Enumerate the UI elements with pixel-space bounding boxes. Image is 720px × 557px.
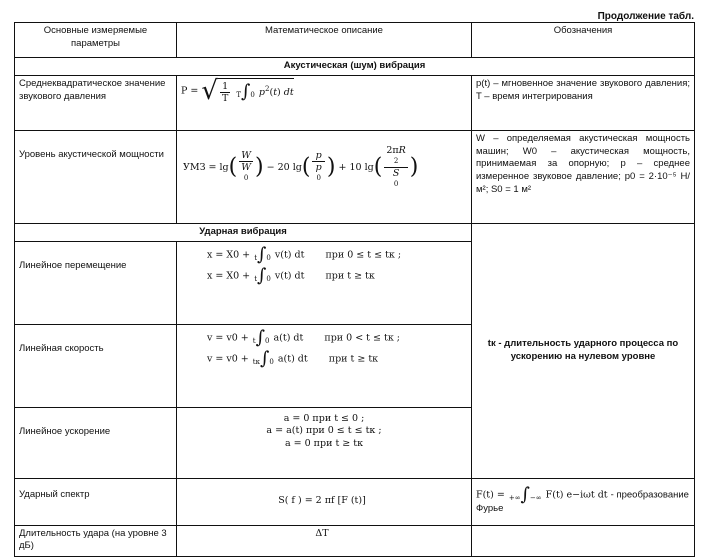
row-power-level — [15, 130, 695, 223]
header-notation: Обозначения — [472, 23, 695, 58]
notation-spectrum: F(t) = +∞∫−∞ F(t) e−iωt dt - преобразование Фурье — [472, 478, 695, 525]
param-power-level: Уровень акустической мощности — [15, 130, 177, 223]
formula-power-lhs: УМЗ = lg — [183, 161, 229, 173]
f1-int: v(t) dt — [274, 249, 305, 261]
row-spectrum — [15, 478, 695, 525]
formula-displacement — [177, 241, 472, 324]
formula-power-mid: − 20 lg — [266, 161, 302, 173]
formula-velocity — [177, 324, 472, 407]
section-acoustic — [15, 58, 695, 76]
row-rms-pressure — [15, 75, 695, 130]
header-row — [15, 23, 695, 58]
formula-duration: ΔT — [177, 525, 472, 556]
section-shock-title: Ударная вибрация — [15, 223, 472, 241]
formula-lhs: P = — [181, 85, 199, 97]
f2-cond: при t ≥ tк — [325, 270, 375, 282]
formula-displacement-1: x = X0 + t∫0 v(t) dt при 0 ≤ t ≤ tк ; — [207, 243, 402, 265]
parameters-table — [14, 22, 695, 557]
formula-power-level: УМЗ = lg( W W 0 ) − 20 lg( p p 0 ) + 10 lg( 2πR 2 S 0 ) — [177, 130, 472, 223]
notation-velocity: tк - длительность ударного процесса по ускорению на нулевом уровне — [472, 223, 695, 478]
param-spectrum: Ударный спектр — [15, 478, 177, 525]
fourier-lhs: F(t) = — [476, 489, 505, 501]
formula-velocity-1: v = v0 + t∫0 a(t) dt при 0 < t ≤ tк ; — [207, 326, 400, 348]
acc-line-3: a = 0 при t ≥ tк — [284, 438, 364, 450]
param-rms-pressure: Среднеквадратическое значение звукового давления — [15, 75, 177, 130]
f2-lhs: x = X0 + — [207, 270, 251, 282]
formula-displacement-2: x = X0 + t∫0 v(t) dt при t ≥ tк — [207, 264, 375, 286]
v1-lhs: v = v0 + — [207, 332, 249, 344]
formula-velocity-2: v = v0 + tк∫0 a(t) dt при t ≥ tк — [207, 347, 379, 369]
notation-power-level: W – определяемая акустическая мощность машин; W0 – акустическая мощность, принимаемая за опорную; p – среднее измеренное звуковое давление; p0 = 2·10⁻⁵ Н/м²; S0 = 1 м² — [472, 130, 695, 223]
v2-cond: при t ≥ tк — [328, 353, 379, 365]
fourier-text: - преобразование Фурье — [476, 489, 689, 515]
section-shock — [15, 223, 695, 241]
param-displacement: Линейное перемещение — [15, 241, 177, 324]
header-math: Математическое описание — [177, 23, 472, 58]
acc-line-1: a = 0 при t ≤ 0 ; — [283, 412, 365, 424]
v2-int: a(t) dt — [277, 353, 308, 365]
section-acoustic-title: Акустическая (шум) вибрация — [15, 58, 695, 76]
v1-cond: при 0 < t ≤ tк ; — [324, 332, 400, 344]
param-duration: Длительность удара (на уровне 3 дБ) — [15, 525, 177, 556]
f1-cond: при 0 ≤ t ≤ tк ; — [325, 249, 402, 261]
formula-spectrum: S( f ) = 2 πf [F (t)] — [177, 478, 472, 525]
fourier-int: F(t) e−iωt dt — [545, 489, 608, 501]
param-acceleration: Линейное ускорение — [15, 407, 177, 478]
row-duration — [15, 525, 695, 556]
notation-rms-pressure: p(t) – мгновенное значение звукового давления; T – время интегрирования — [472, 75, 695, 130]
formula-acceleration — [177, 407, 472, 478]
f2-int: v(t) dt — [274, 270, 305, 282]
header-param: Основные измеряемые параметры — [15, 23, 177, 58]
v2-lhs: v = v0 + — [207, 353, 249, 365]
v1-int: a(t) dt — [273, 332, 304, 344]
continuation-label: Продолжение табл. — [597, 11, 694, 22]
param-velocity: Линейная скорость — [15, 324, 177, 407]
notation-duration — [472, 525, 695, 556]
acc-line-2: a = a(t) при 0 ≤ t ≤ tк ; — [266, 425, 382, 437]
formula-power-end: + 10 lg — [338, 161, 374, 173]
f1-lhs: x = X0 + — [207, 249, 251, 261]
formula-rms-pressure: P = √ $\frac{1}{T}$ T∫0 $p^2(t)$ dt — [177, 75, 472, 130]
